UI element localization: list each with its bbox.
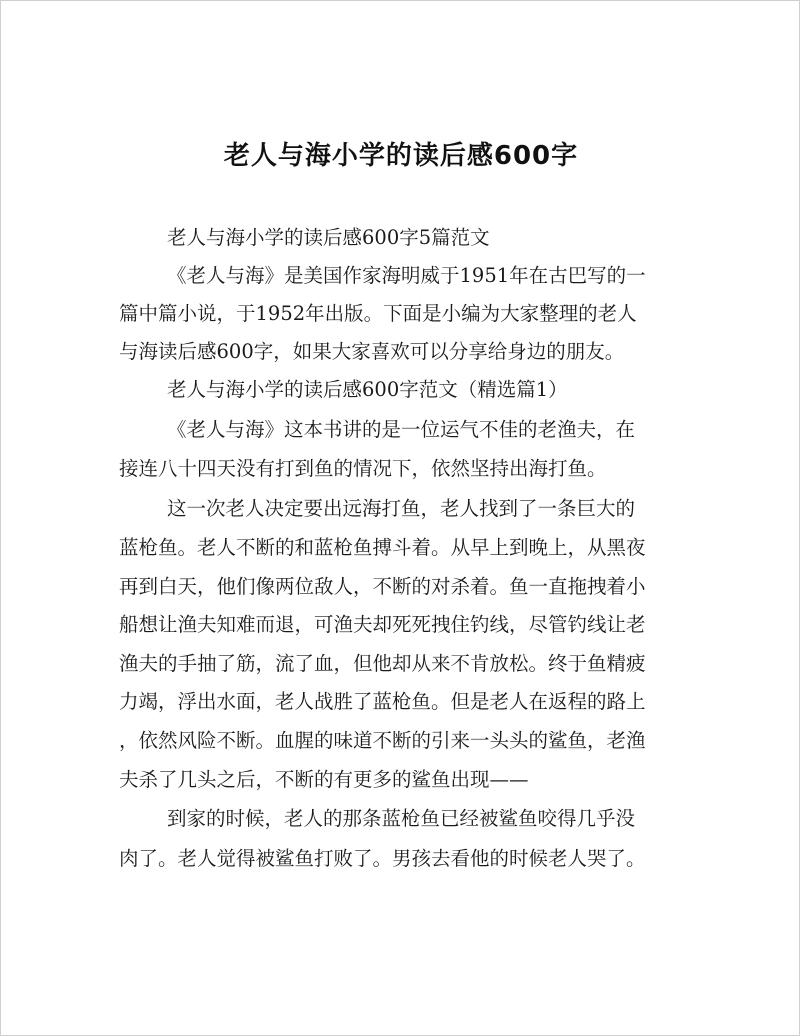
section-heading: 老人与海小学的读后感600字范文（精选篇1） [167, 378, 568, 401]
paragraph-line: 《老人与海》这本书讲的是一位运气不佳的老渔夫，在 [167, 418, 636, 441]
paragraph-line: 接连八十四天没有打到鱼的情况下，依然坚持出海打鱼。 [119, 457, 607, 480]
paragraph-line: 船想让渔夫知难而退，可渔夫却死死拽住钓线，尽管钓线让老 [119, 613, 646, 636]
paragraph-line: 蓝枪鱼。老人不断的和蓝枪鱼搏斗着。从早上到晚上，从黑夜 [119, 536, 646, 559]
paragraph-line: 渔夫的手抽了筋，流了血，但他却从来不肯放松。终于鱼精疲 [119, 652, 646, 675]
paragraph-line: 这一次老人决定要出远海打鱼，老人找到了一条巨大的 [167, 497, 636, 520]
paragraph-line: ，依然风险不断。血腥的味道不断的引来一头头的鲨鱼，老渔 [119, 729, 646, 752]
paragraph-line: 再到白天，他们像两位敌人，不断的对杀着。鱼一直拖拽着小 [119, 575, 646, 598]
paragraph-line: 《老人与海》是美国作家海明威于1951年在古巴写的一 [167, 264, 646, 287]
paragraph-line: 篇中篇小说，于1952年出版。下面是小编为大家整理的老人 [119, 302, 637, 325]
paragraph-line: 肉了。老人觉得被鲨鱼打败了。男孩去看他的时候老人哭了。 [119, 847, 646, 870]
paragraph-line: 夫杀了几头之后，不断的有更多的鲨鱼出现—— [119, 768, 529, 791]
paragraph-line: 力竭，浮出水面，老人战胜了蓝枪鱼。但是老人在返程的路上 [119, 690, 646, 713]
document-title: 老人与海小学的读后感600字 [223, 141, 579, 171]
paragraph-line: 与海读后感600字，如果大家喜欢可以分享给身边的朋友。 [119, 340, 625, 363]
subtitle-line: 老人与海小学的读后感600字5篇范文 [167, 226, 490, 249]
paragraph-line: 到家的时候，老人的那条蓝枪鱼已经被鲨鱼咬得几乎没 [167, 807, 636, 830]
